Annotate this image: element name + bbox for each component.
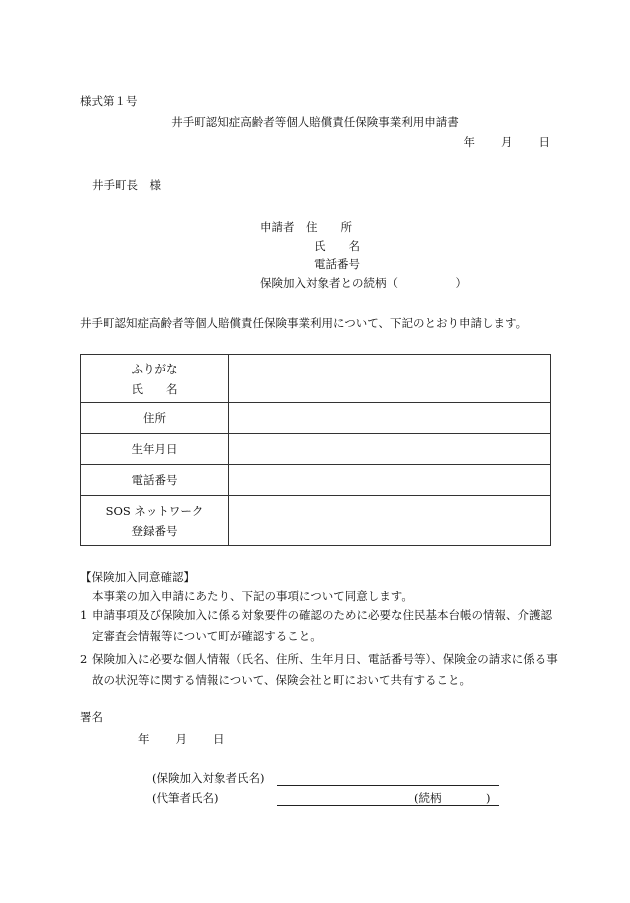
relation-close: ): [486, 791, 491, 805]
sos-number-field[interactable]: [229, 496, 551, 546]
date-top-day: 日: [538, 135, 550, 149]
table-row-phone: [81, 465, 551, 496]
address-field[interactable]: [229, 403, 551, 434]
name-field[interactable]: [229, 355, 551, 403]
name-label: 氏 名: [131, 381, 178, 396]
consent-item-text: 保険加入に必要な個人情報（氏名、住所、生年月日、電話番号等）、保険金の請求に係る事故の状況等に関する情報について、保険会社と町において共有すること。: [92, 652, 558, 687]
signature-date: [138, 734, 225, 746]
table-row-birthdate: [81, 434, 551, 465]
signature-year: 年: [138, 732, 150, 746]
proxy-name-field[interactable]: [277, 805, 499, 806]
applicant-name-label: 氏 名: [314, 238, 360, 253]
addressee: 井手町長 様: [92, 178, 161, 192]
furigana-label: ふりがな: [131, 361, 178, 376]
date-top: [464, 137, 551, 149]
sos-network-label: SOS ネットワーク: [105, 503, 204, 518]
signature-day: 日: [213, 732, 225, 746]
sos-registration-label: 登録番号: [131, 523, 178, 538]
name-label-cell: [81, 355, 229, 403]
signature-label: 署名: [80, 710, 103, 724]
consent-item-2: [80, 649, 560, 691]
birthdate-field[interactable]: [229, 434, 551, 465]
applicant-relation-label: 保険加入対象者との続柄（ ）: [260, 275, 467, 290]
consent-item-1: [80, 605, 560, 647]
table-row-name: [81, 355, 551, 403]
signature-month: 月: [175, 732, 187, 746]
intro-text: 井手町認知症高齢者等個人賠償責任保険事業利用について、下記のとおり申請します。: [80, 316, 528, 330]
phone-field[interactable]: [229, 465, 551, 496]
consent-item-text: 申請事項及び保険加入に係る対象要件の確認のために必要な住民基本台帳の情報、介護認定審査会情報等について町が確認すること。: [92, 608, 552, 643]
consent-item-number: 2: [80, 652, 88, 666]
consent-intro: 本事業の加入申請にあたり、下記の事項について同意します。: [92, 589, 413, 603]
consent-heading: 【保険加入同意確認】: [80, 570, 195, 584]
consent-item-number: 1: [80, 608, 88, 622]
sos-label-cell: [81, 496, 229, 546]
document-title: 井手町認知症高齢者等個人賠償責任保険事業利用申請書: [171, 115, 459, 129]
applicant-phone-label: 電話番号: [314, 257, 360, 271]
applicant-block: [260, 218, 467, 292]
relation-label: (続柄: [414, 791, 442, 805]
applicant-address-label: 住 所: [306, 220, 352, 234]
applicant-label: 申請者: [260, 220, 295, 234]
table-row-address: [81, 403, 551, 434]
table-row-sos: [81, 496, 551, 546]
form-number: 様式第１号: [80, 94, 138, 108]
date-top-year: 年: [463, 135, 475, 149]
date-top-month: 月: [501, 135, 513, 149]
applicant-info-table: [80, 354, 551, 546]
insured-name-label: (保険加入対象者氏名): [152, 771, 265, 785]
birthdate-label: 生年月日: [81, 434, 229, 465]
address-label: 住所: [81, 403, 229, 434]
phone-label: 電話番号: [81, 465, 229, 496]
proxy-name-label: (代筆者氏名): [152, 791, 219, 805]
insured-name-field[interactable]: [277, 785, 499, 786]
